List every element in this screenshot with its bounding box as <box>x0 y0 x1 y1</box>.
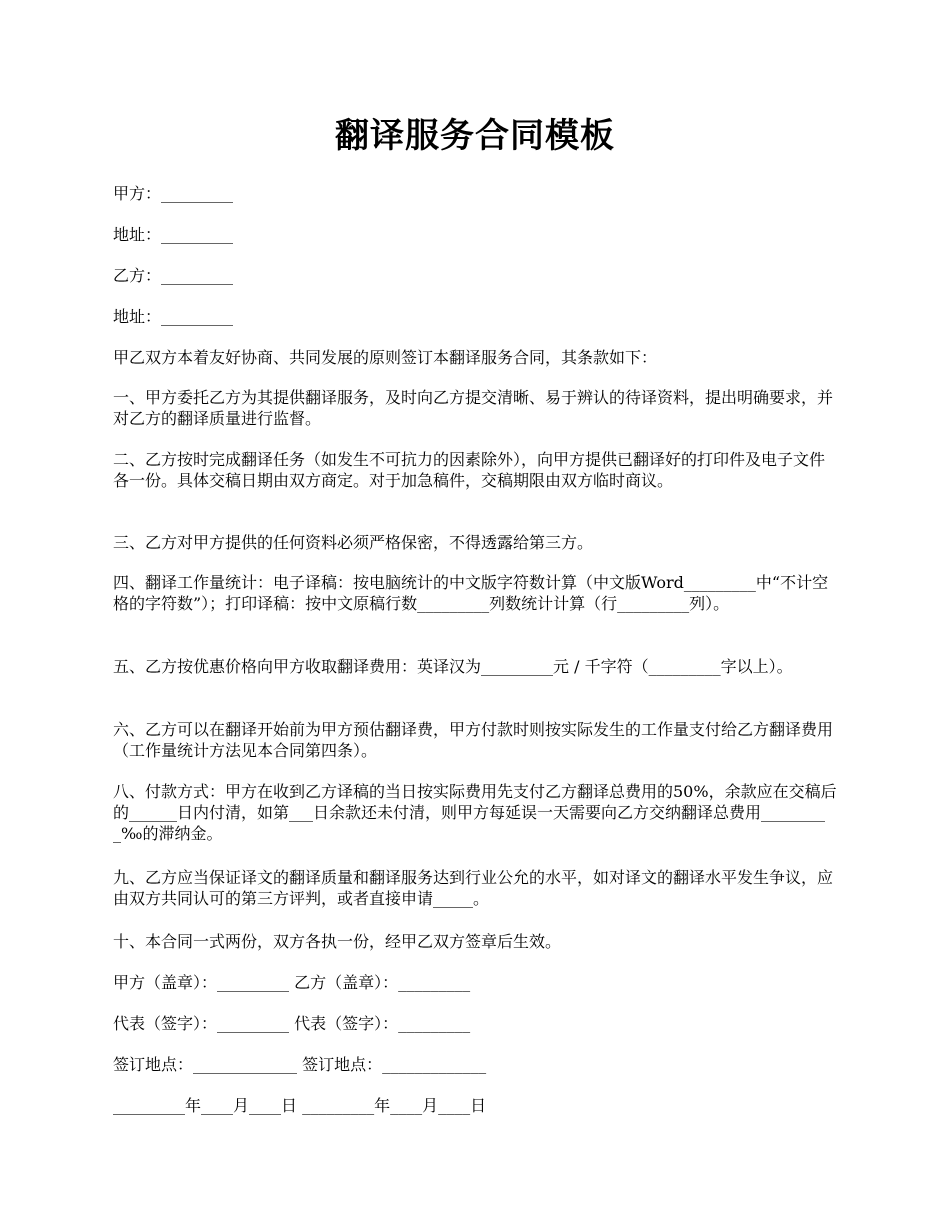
clause-4: 四、翻译工作量统计：电子译稿：按电脑统计的中文版字符数计算（中文版Word_________中“不计空格的字符数”）；打印译稿：按中文原稿行数_________列数统计计算（行_________列）。 <box>113 573 829 613</box>
document-title: 翻译服务合同模板 <box>335 116 615 156</box>
clause-1: 一、甲方委托乙方为其提供翻译服务，及时向乙方提交清晰、易于辨认的待译资料，提出明确要求，并对乙方的翻译质量进行监督。 <box>113 388 834 428</box>
clause-2: 二、乙方按时完成翻译任务（如发生不可抗力的因素除外），向甲方提供已翻译好的打印件及电子文件各一份。具体交稿日期由双方商定。对于加急稿件，交稿期限由双方临时商议。 <box>113 450 826 490</box>
signature-representative-line: 代表（签字）：_________ 代表（签字）：_________ <box>113 1014 471 1033</box>
clause-9: 九、乙方应当保证译文的翻译质量和翻译服务达到行业公允的水平，如对译文的翻译水平发生争议，应由双方共同认可的第三方评判，或者直接申请_____。 <box>113 868 834 908</box>
clause-3: 三、乙方对甲方提供的任何资料必须严格保密，不得透露给第三方。 <box>113 533 594 552</box>
clause-8: 八、付款方式：甲方在收到乙方译稿的当日按实际费用先支付乙方翻译总费用的50%，余款应在交稿后的______日内付清，如第___日余款还未付清，则甲方每延误一天需要向乙方交纳翻译总费用_________‰的滞纳金。 <box>113 782 837 843</box>
signature-date-line: _________年____月____日 _________年____月____日 <box>113 1096 487 1115</box>
clause-6: 六、乙方可以在翻译开始前为甲方预估翻译费，甲方付款时则按实际发生的工作量支付给乙方翻译费用（工作量统计方法见本合同第四条）。 <box>113 720 834 760</box>
party-b-address-line: 地址：_________ <box>113 307 234 326</box>
clause-10: 十、本合同一式两份，双方各执一份，经甲乙双方签章后生效。 <box>113 932 562 951</box>
clause-5: 五、乙方按优惠价格向甲方收取翻译费用：英译汉为_________元 / 千字符（_________字以上）。 <box>113 657 793 676</box>
party-a-line: 甲方：_________ <box>113 184 234 203</box>
intro-paragraph: 甲乙双方本着友好协商、共同发展的原则签订本翻译服务合同，其条款如下： <box>113 348 658 367</box>
party-a-address-line: 地址：_________ <box>113 225 234 244</box>
party-b-line: 乙方：_________ <box>113 266 234 285</box>
signature-seal-line: 甲方（盖章）：_________ 乙方（盖章）：_________ <box>113 973 471 992</box>
signature-place-line: 签订地点：_____________ 签订地点：_____________ <box>113 1055 487 1074</box>
